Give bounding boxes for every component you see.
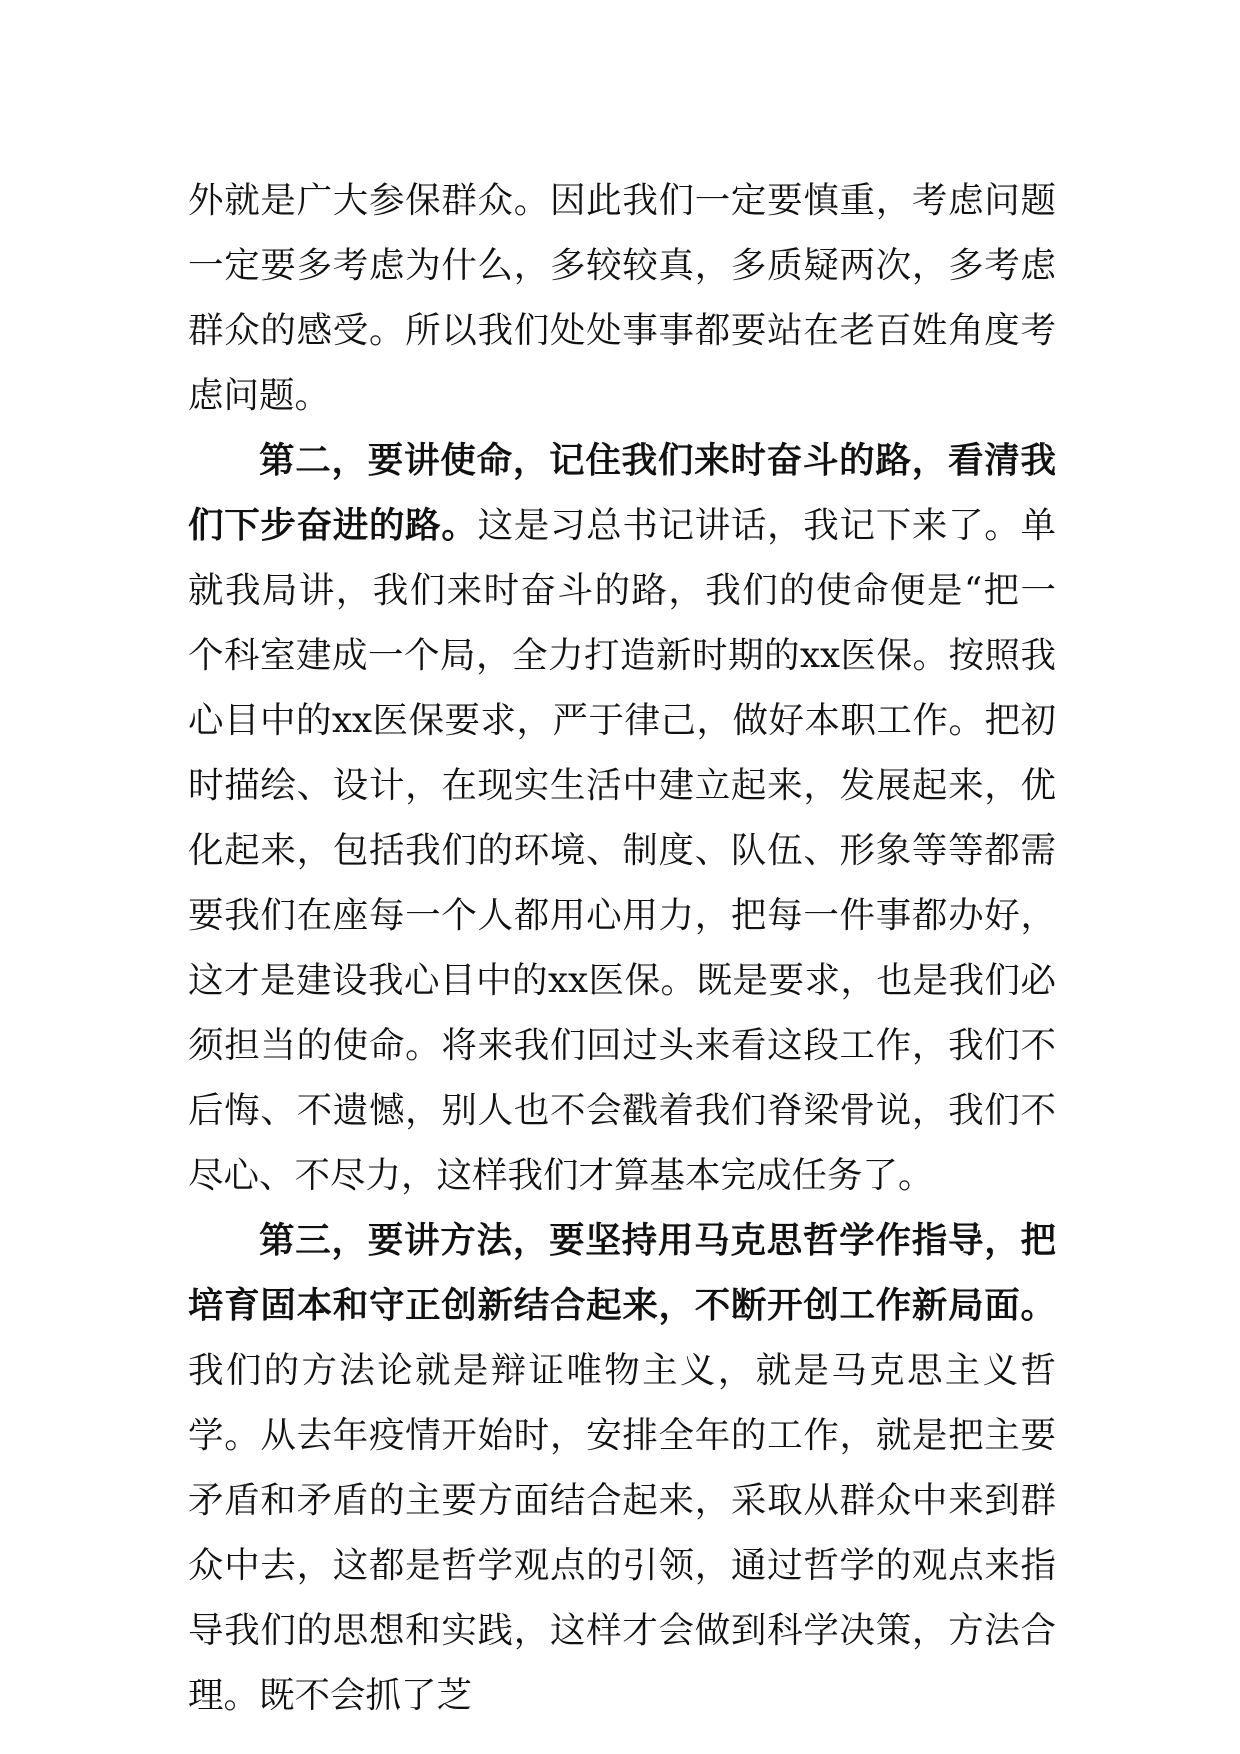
- paragraph-3-text: 我们的方法论就是辩证唯物主义，就是马克思主义哲学。从去年疫情开始时，安排全年的工作，就是把主要矛盾和矛盾的主要方面结合起来，采取从群众中来到群众中去，这都是哲学观点的引领，通过哲学的观点来指导我们的思想和实践，这样才会做到科学决策，方法合理。既不会抓了芝: [188, 1350, 1056, 1716]
- paragraph-1: [188, 168, 1056, 428]
- document-body: [188, 168, 1056, 1728]
- paragraph-1-text: 外就是广大参保群众。因此我们一定要慎重，考虑问题一定要多考虑为什么，多较较真，多质疑两次，多考虑群众的感受。所以我们处处事事都要站在老百姓角度考虑问题。: [188, 180, 1056, 416]
- paragraph-2: [188, 428, 1056, 1208]
- paragraph-2-lead: 第二，要讲使命，记住我们来时奋斗的路，看清我们下步奋进的路。: [188, 440, 1056, 546]
- paragraph-2-text: 这是习总书记讲话，我记下来了。单就我局讲，我们来时奋斗的路，我们的使命便是“把一个科室建成一个局，全力打造新时期的xx医保。按照我心目中的xx医保要求，严于律己，做好本职工作。把初时描绘、设计，在现实生活中建立起来，发展起来，优化起来，包括我们的环境、制度、队伍、形象等等都需要我们在座每一个人都用心用力，把每一件事都办好，这才是建设我心目中的xx医保。既是要求，也是我们必须担当的使命。将来我们回过头来看这段工作，我们不后悔、不遗憾，别人也不会戳着我们脊梁骨说，我们不尽心、不尽力，这样我们才算基本完成任务了。: [188, 505, 1056, 1196]
- paragraph-3-lead: 第三，要讲方法，要坚持用马克思哲学作指导，把培育固本和守正创新结合起来，不断开创工作新局面。: [188, 1220, 1056, 1326]
- paragraph-3: [188, 1208, 1056, 1728]
